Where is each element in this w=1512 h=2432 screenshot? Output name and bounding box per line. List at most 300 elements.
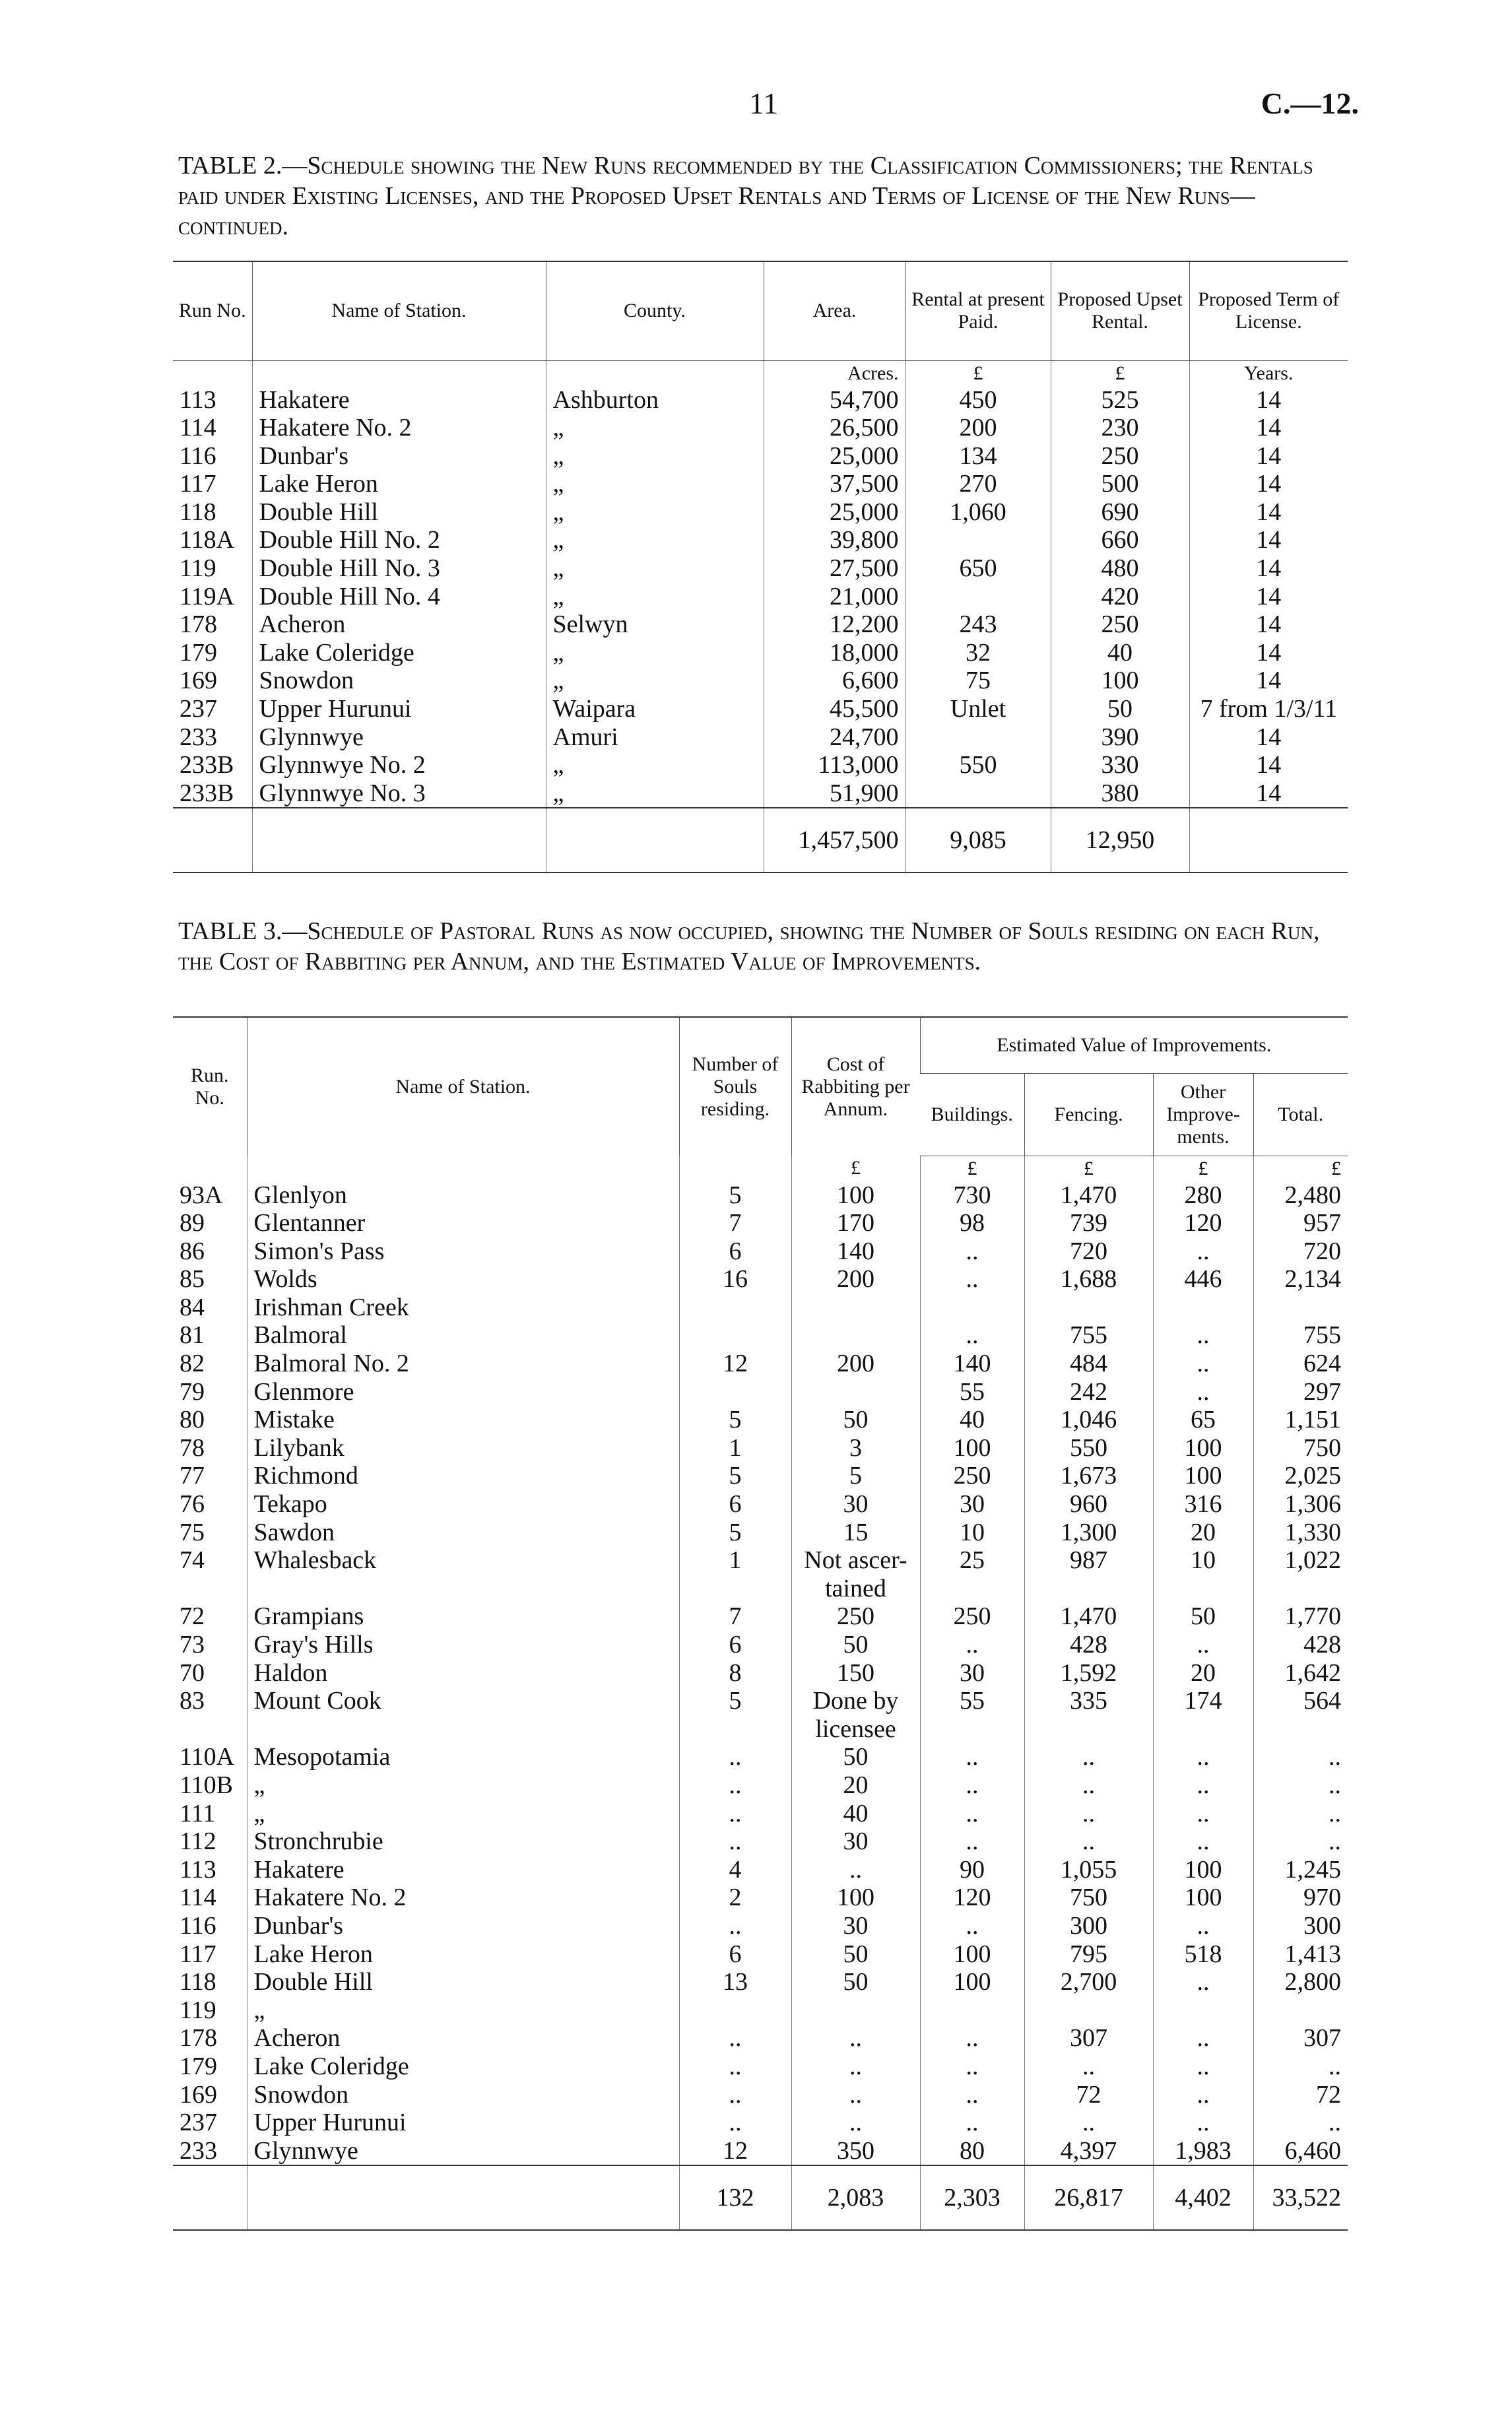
t3-station-name: Mount Cook	[247, 1687, 679, 1715]
table3-row	[173, 1462, 1348, 1490]
table2-total-row	[173, 808, 1348, 872]
t3-rabbiting	[791, 1378, 920, 1406]
t3-total: 2,025	[1253, 1462, 1348, 1490]
t2-area: 113,000	[764, 751, 905, 779]
t3-total-fencing: 26,817	[1024, 2165, 1153, 2230]
t3-souls: 16	[679, 1265, 791, 1294]
t3-rabbiting: 50	[791, 1406, 920, 1434]
t3-run-no: 82	[180, 1350, 205, 1378]
t3-souls: ..	[679, 2081, 791, 2109]
table2-row	[173, 554, 1348, 583]
t3-total-rabbiting: 2,083	[791, 2165, 920, 2230]
t3-rabbiting: 50	[791, 1940, 920, 1969]
t2-run-no: 233B	[180, 779, 234, 807]
t2-area: 51,900	[764, 779, 905, 808]
t3-col-name: Name of Station.	[247, 1017, 679, 1156]
t2-run-no: 113	[180, 385, 216, 414]
table3-row	[173, 1490, 1348, 1519]
t3-other: ..	[1153, 1743, 1253, 1771]
t3-buildings: 40	[920, 1406, 1024, 1434]
t3-total: 2,134	[1253, 1265, 1348, 1294]
t3-buildings: 30	[920, 1659, 1024, 1688]
t3-rabbiting: 40	[791, 1800, 920, 1828]
t3-total: 755	[1253, 1321, 1348, 1350]
t3-total: 957	[1253, 1209, 1348, 1237]
table2-row	[173, 667, 1348, 695]
t3-other: ..	[1153, 1631, 1253, 1659]
table3-caption	[178, 916, 1353, 977]
t3-rabbiting: 30	[791, 1827, 920, 1856]
t3-total: 72	[1253, 2081, 1348, 2109]
t3-fencing: ..	[1024, 1771, 1153, 1800]
t3-total: 1,151	[1253, 1406, 1348, 1434]
t3-fencing: 739	[1024, 1209, 1153, 1237]
t3-run-no	[173, 1575, 247, 1603]
t3-fencing: 1,055	[1024, 1856, 1153, 1884]
t2-area: 27,500	[764, 554, 905, 583]
t3-other: ..	[1153, 1237, 1253, 1266]
t3-total	[1253, 1575, 1348, 1603]
t3-station-name: Glenlyon	[247, 1181, 679, 1210]
table2-header-row	[173, 261, 1348, 360]
t3-other: ..	[1153, 1827, 1253, 1856]
t3-station-name: Glentanner	[247, 1209, 679, 1237]
t3-total: 1,245	[1253, 1856, 1348, 1884]
t3-total: 750	[1253, 1434, 1348, 1462]
t3-fencing	[1024, 1996, 1153, 2025]
t3-run-no: 113	[180, 1855, 216, 1884]
table3-row	[173, 2024, 1348, 2053]
t2-area: 54,700	[764, 386, 905, 414]
t2-total-upset: 12,950	[1051, 808, 1189, 872]
t3-rabbiting: 170	[791, 1209, 920, 1237]
t3-fencing: 72	[1024, 2081, 1153, 2109]
t3-rabbiting: 50	[791, 1743, 920, 1771]
t2-station-name: Double Hill	[252, 498, 546, 527]
t3-souls: 1	[679, 1434, 791, 1462]
t3-other: 20	[1153, 1519, 1253, 1547]
t3-run-no: 77	[180, 1462, 205, 1490]
t3-buildings: ..	[920, 1800, 1024, 1828]
t2-rental: 134	[905, 442, 1051, 471]
t2-county: „	[546, 470, 764, 498]
t3-station-name: Haldon	[247, 1659, 679, 1688]
t2-term: 14	[1189, 583, 1348, 611]
t2-area: 6,600	[764, 667, 905, 695]
t2-station-name: Glynnwye No. 3	[252, 779, 546, 808]
t3-souls: 5	[679, 1687, 791, 1715]
t3-total: 1,413	[1253, 1940, 1348, 1969]
t3-souls: 12	[679, 2137, 791, 2166]
t3-rabbiting: 15	[791, 1519, 920, 1547]
t2-rental: 243	[905, 610, 1051, 639]
table3-header-row-1	[173, 1017, 1348, 1073]
t2-area: 25,000	[764, 498, 905, 527]
table3-row	[173, 1940, 1348, 1969]
t3-run-no: 83	[180, 1687, 205, 1715]
table3-row	[173, 1743, 1348, 1771]
t3-other: ..	[1153, 1321, 1253, 1350]
t2-unit: Years.	[1189, 360, 1348, 386]
table3-row	[173, 1519, 1348, 1547]
t3-total	[1253, 1294, 1348, 1322]
t3-buildings: 100	[920, 1434, 1024, 1462]
table3-row	[173, 1546, 1348, 1575]
t3-souls: ..	[679, 2024, 791, 2053]
t3-station-name: Sawdon	[247, 1519, 679, 1547]
t3-other	[1153, 1294, 1253, 1322]
table2-row	[173, 583, 1348, 611]
t2-area: 39,800	[764, 526, 905, 554]
t3-fencing: ..	[1024, 2053, 1153, 2081]
table2-row	[173, 414, 1348, 442]
t2-station-name: Lake Coleridge	[252, 639, 546, 667]
t2-station-name: Hakatere No. 2	[252, 414, 546, 442]
table3-row	[173, 1800, 1348, 1828]
t3-unit: £	[920, 1156, 1024, 1181]
t3-station-name: Hakatere No. 2	[247, 1884, 679, 1912]
t3-buildings: ..	[920, 1265, 1024, 1294]
t3-other: 446	[1153, 1265, 1253, 1294]
t3-run-no: 237	[180, 2109, 217, 2137]
t3-souls: 6	[679, 1237, 791, 1266]
t3-other: ..	[1153, 2081, 1253, 2109]
t2-total-blank	[252, 808, 546, 872]
t2-col-term: Proposed Term of License.	[1189, 261, 1348, 360]
t3-rabbiting: ..	[791, 2081, 920, 2109]
t3-run-no: 73	[180, 1631, 205, 1659]
t3-unit: £	[1024, 1156, 1153, 1181]
t3-station-name: Simon's Pass	[247, 1237, 679, 1266]
t3-souls: 6	[679, 1940, 791, 1969]
t3-fencing: 750	[1024, 1884, 1153, 1912]
t3-station-name: Double Hill	[247, 1968, 679, 1996]
t3-rabbiting: 150	[791, 1659, 920, 1688]
t3-fencing: 1,046	[1024, 1406, 1153, 1434]
t3-station-name: Mesopotamia	[247, 1743, 679, 1771]
t2-unit: £	[1051, 360, 1189, 386]
t2-rental: 550	[905, 751, 1051, 779]
t3-souls: ..	[679, 2053, 791, 2081]
t3-fencing: 428	[1024, 1631, 1153, 1659]
t2-run-no: 169	[180, 667, 217, 695]
t3-unit	[679, 1156, 791, 1181]
t3-total: 720	[1253, 1237, 1348, 1266]
t3-station-name: Balmoral	[247, 1321, 679, 1350]
t3-buildings: ..	[920, 1321, 1024, 1350]
t3-rabbiting: ..	[791, 2053, 920, 2081]
t3-souls: ..	[679, 2109, 791, 2137]
t3-buildings: 100	[920, 1940, 1024, 1969]
t3-souls: 7	[679, 1602, 791, 1631]
t3-total: ..	[1253, 1827, 1348, 1856]
t2-area: 26,500	[764, 414, 905, 442]
t3-total-blank	[247, 2165, 679, 2230]
table2-row	[173, 610, 1348, 639]
t3-buildings: 25	[920, 1546, 1024, 1575]
t3-fencing	[1024, 1294, 1153, 1322]
t3-other: 174	[1153, 1687, 1253, 1715]
t2-col-area: Area.	[764, 261, 905, 360]
t3-run-no: 117	[180, 1940, 216, 1968]
t2-unit: Acres.	[764, 360, 905, 386]
t3-station-name: Glenmore	[247, 1378, 679, 1406]
t3-other: 100	[1153, 1884, 1253, 1912]
table2-row	[173, 695, 1348, 723]
table2-units-row	[173, 360, 1348, 386]
t3-station-name	[247, 1715, 679, 1744]
t2-county: „	[546, 583, 764, 611]
t3-total: ..	[1253, 2109, 1348, 2137]
t3-rabbiting: 100	[791, 1884, 920, 1912]
table3-row	[173, 1856, 1348, 1884]
t3-fencing	[1024, 1715, 1153, 1744]
t3-unit: £	[791, 1156, 920, 1181]
t3-total	[1253, 1996, 1348, 2025]
t3-fencing	[1024, 1575, 1153, 1603]
t3-other: ..	[1153, 2109, 1253, 2137]
t3-station-name: Glynnwye	[247, 2137, 679, 2166]
table3-body	[173, 1156, 1348, 2230]
t2-upset: 480	[1051, 554, 1189, 583]
t3-buildings: 30	[920, 1490, 1024, 1519]
document-reference: C.—12.	[1261, 86, 1359, 120]
t2-county: „	[546, 498, 764, 527]
t3-fencing: ..	[1024, 1827, 1153, 1856]
t2-run-no: 178	[180, 610, 217, 639]
t3-buildings: ..	[920, 2081, 1024, 2109]
t2-area: 12,200	[764, 610, 905, 639]
t3-fencing: 307	[1024, 2024, 1153, 2053]
t2-station-name: Snowdon	[252, 667, 546, 695]
t3-rabbiting: ..	[791, 2024, 920, 2053]
t3-total-total: 33,522	[1253, 2165, 1348, 2230]
t2-upset: 525	[1051, 386, 1189, 414]
t3-other	[1153, 1575, 1253, 1603]
t3-fencing: 4,397	[1024, 2137, 1153, 2166]
t3-run-no: 178	[180, 2024, 217, 2053]
table3-row	[173, 1265, 1348, 1294]
t2-term: 14	[1189, 751, 1348, 779]
t2-upset: 420	[1051, 583, 1189, 611]
t3-other: 100	[1153, 1856, 1253, 1884]
t3-other: ..	[1153, 1771, 1253, 1800]
t2-area: 21,000	[764, 583, 905, 611]
t2-run-no: 114	[180, 414, 216, 442]
t3-fencing: 2,700	[1024, 1968, 1153, 1996]
t2-upset: 660	[1051, 526, 1189, 554]
t3-station-name: Gray's Hills	[247, 1631, 679, 1659]
t3-fencing: 335	[1024, 1687, 1153, 1715]
t3-station-name: Richmond	[247, 1462, 679, 1490]
table3-row	[173, 1294, 1348, 1322]
t2-rental: 200	[905, 414, 1051, 442]
t2-term: 14	[1189, 442, 1348, 471]
t3-col-total: Total.	[1253, 1073, 1348, 1156]
t3-buildings: 120	[920, 1884, 1024, 1912]
page-number: 11	[749, 86, 779, 120]
t3-station-name: Grampians	[247, 1602, 679, 1631]
t2-term: 14	[1189, 779, 1348, 808]
t2-area: 18,000	[764, 639, 905, 667]
table2-row	[173, 442, 1348, 471]
t3-total: 1,770	[1253, 1602, 1348, 1631]
t2-rental: 32	[905, 639, 1051, 667]
t3-station-name: Irishman Creek	[247, 1294, 679, 1322]
table2-schedule-new-runs	[173, 261, 1348, 873]
t3-station-name: Wolds	[247, 1265, 679, 1294]
table2-row	[173, 639, 1348, 667]
table2-row	[173, 779, 1348, 808]
t3-fencing: 1,673	[1024, 1462, 1153, 1490]
t3-total: 970	[1253, 1884, 1348, 1912]
t2-term: 14	[1189, 470, 1348, 498]
t3-other: 100	[1153, 1434, 1253, 1462]
t3-souls: ..	[679, 1800, 791, 1828]
t3-other: 100	[1153, 1462, 1253, 1490]
t2-total-blank	[546, 808, 764, 872]
table3-row	[173, 1602, 1348, 1631]
table3-row	[173, 1321, 1348, 1350]
t3-total: 297	[1253, 1378, 1348, 1406]
t2-rental	[905, 583, 1051, 611]
t2-rental	[905, 779, 1051, 808]
t2-unit: £	[905, 360, 1051, 386]
t3-souls: ..	[679, 1771, 791, 1800]
t3-fencing: 1,592	[1024, 1659, 1153, 1688]
t3-run-no: 81	[180, 1321, 205, 1350]
t3-run-no: 179	[180, 2052, 217, 2080]
t2-term: 14	[1189, 610, 1348, 639]
t3-total: 1,330	[1253, 1519, 1348, 1547]
t3-fencing: ..	[1024, 1743, 1153, 1771]
t3-buildings: 730	[920, 1181, 1024, 1210]
t2-rental	[905, 526, 1051, 554]
t2-upset: 250	[1051, 442, 1189, 471]
t2-col-run-no: Run No.	[173, 261, 252, 360]
table2-row	[173, 751, 1348, 779]
t3-run-no: 93A	[180, 1181, 223, 1209]
t3-rabbiting: 20	[791, 1771, 920, 1800]
t3-other: ..	[1153, 2053, 1253, 2081]
table3-row	[173, 1237, 1348, 1266]
table2-caption	[178, 150, 1353, 242]
table3-row	[173, 1827, 1348, 1856]
t2-run-no: 117	[180, 470, 216, 498]
t3-buildings: 55	[920, 1378, 1024, 1406]
t3-total: 624	[1253, 1350, 1348, 1378]
t3-rabbiting: 5	[791, 1462, 920, 1490]
t2-upset: 390	[1051, 723, 1189, 752]
t3-buildings: 55	[920, 1687, 1024, 1715]
t3-other	[1153, 1715, 1253, 1744]
t2-station-name: Double Hill No. 2	[252, 526, 546, 554]
t2-term: 14	[1189, 498, 1348, 527]
t3-run-no: 70	[180, 1659, 205, 1687]
t3-other: ..	[1153, 2024, 1253, 2053]
t3-station-name	[247, 1575, 679, 1603]
t2-county: „	[546, 414, 764, 442]
t3-station-name: Lilybank	[247, 1434, 679, 1462]
t3-total: ..	[1253, 1800, 1348, 1828]
t3-buildings	[920, 1294, 1024, 1322]
t3-buildings: 80	[920, 2137, 1024, 2166]
t2-upset: 380	[1051, 779, 1189, 808]
t3-station-name: „	[247, 1800, 679, 1828]
t3-souls	[679, 1996, 791, 2025]
t3-souls: 6	[679, 1490, 791, 1519]
t2-run-no: 118	[180, 498, 216, 526]
t2-county: „	[546, 554, 764, 583]
t3-total: 1,306	[1253, 1490, 1348, 1519]
t3-rabbiting: 50	[791, 1631, 920, 1659]
table2-label: TABLE 2.—	[178, 152, 308, 180]
table2-row	[173, 386, 1348, 414]
t2-county: „	[546, 639, 764, 667]
t3-rabbiting: Not ascer-	[791, 1546, 920, 1575]
t3-souls: 4	[679, 1856, 791, 1884]
t3-buildings	[920, 1715, 1024, 1744]
t2-area: 45,500	[764, 695, 905, 723]
t3-fencing: 1,470	[1024, 1602, 1153, 1631]
t2-county: Ashburton	[546, 386, 764, 414]
t3-station-name: „	[247, 1996, 679, 2025]
t3-souls: ..	[679, 1743, 791, 1771]
t3-col-fencing: Fencing.	[1024, 1073, 1153, 1156]
t3-col-other: Other Improve-ments.	[1153, 1073, 1253, 1156]
t3-rabbiting: 3	[791, 1434, 920, 1462]
t3-other: ..	[1153, 1350, 1253, 1378]
t2-run-no: 119A	[180, 582, 235, 610]
t3-total: 2,800	[1253, 1968, 1348, 1996]
t3-run-no: 110B	[180, 1771, 233, 1799]
t2-county: Selwyn	[546, 610, 764, 639]
t2-county: „	[546, 779, 764, 808]
t3-rabbiting: 30	[791, 1912, 920, 1940]
t3-buildings: 98	[920, 1209, 1024, 1237]
t3-other: 65	[1153, 1406, 1253, 1434]
t3-total-other: 4,402	[1153, 2165, 1253, 2230]
t3-run-no: 112	[180, 1827, 216, 1856]
t3-rabbiting: Done by	[791, 1687, 920, 1715]
t3-total: ..	[1253, 1743, 1348, 1771]
table3-row	[173, 1378, 1348, 1406]
t2-run-no: 233B	[180, 751, 234, 779]
t2-total-rental: 9,085	[905, 808, 1051, 872]
t2-total-area: 1,457,500	[764, 808, 905, 872]
t3-rabbiting: licensee	[791, 1715, 920, 1744]
t3-rabbiting: 100	[791, 1181, 920, 1210]
t3-total-souls: 132	[679, 2165, 791, 2230]
t3-station-name: Upper Hurunui	[247, 2109, 679, 2137]
t3-rabbiting: 250	[791, 1602, 920, 1631]
t2-unit	[252, 360, 546, 386]
t2-area: 25,000	[764, 442, 905, 471]
t3-souls: 7	[679, 1209, 791, 1237]
t3-fencing: 484	[1024, 1350, 1153, 1378]
t3-unit: £	[1253, 1156, 1348, 1181]
t3-rabbiting: 30	[791, 1490, 920, 1519]
t3-souls: 5	[679, 1406, 791, 1434]
t2-station-name: Double Hill No. 4	[252, 583, 546, 611]
t2-term: 14	[1189, 526, 1348, 554]
t3-souls	[679, 1378, 791, 1406]
t2-unit	[546, 360, 764, 386]
t2-unit	[173, 360, 252, 386]
t2-county: „	[546, 667, 764, 695]
t3-other: 10	[1153, 1546, 1253, 1575]
t3-buildings: ..	[920, 1743, 1024, 1771]
